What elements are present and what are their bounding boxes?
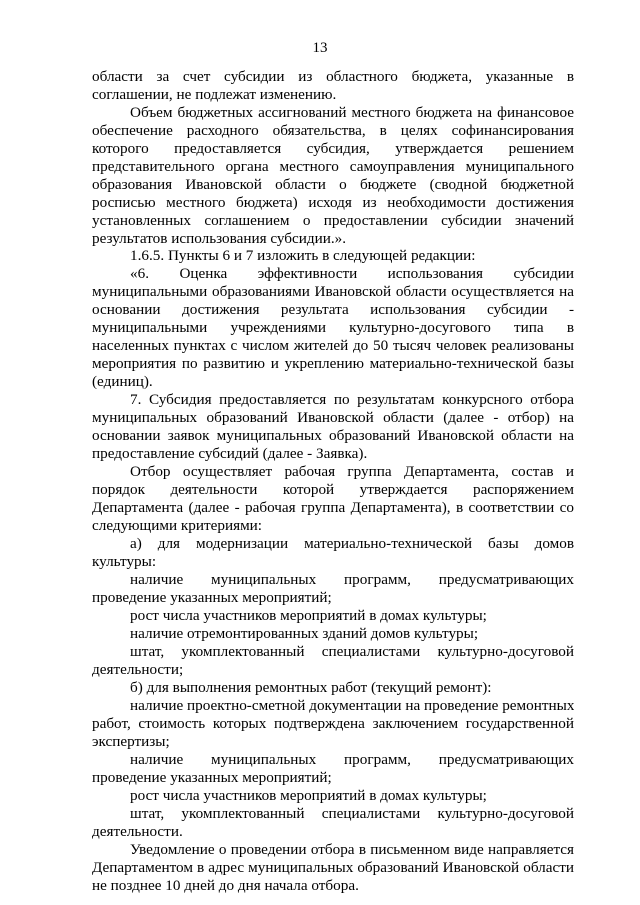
text-line: проведение указанных мероприятий; [92, 769, 332, 786]
page-number: 13 [312, 40, 328, 56]
text-line: 7. Субсидия предоставляется по результатам конкурсного отбора [130, 391, 574, 408]
text-line: работ, стоимость которых подтверждена заключением государственной [92, 715, 574, 732]
text-line: наличие отремонтированных зданий домов культуры; [130, 625, 479, 642]
text-line: Объем бюджетных ассигнований местного бюджета на финансовое [130, 104, 574, 121]
text-line: которого предоставляется субсидия, утверждается решением [92, 140, 574, 157]
text-line: «6. Оценка эффективности использования субсидии [130, 265, 574, 282]
text-line: результатов использования субсидии.». [92, 230, 347, 247]
text-line: основании заявок муниципальных образований Ивановской области на [92, 427, 574, 444]
text-line: муниципальными образованиями Ивановской области осуществляется на [92, 283, 574, 300]
text-line: муниципальными учреждениями культурно-досугового типа в [92, 319, 574, 336]
text-line: наличие проектно-сметной документации на проведение ремонтных [130, 697, 574, 714]
text-line: Уведомление о проведении отбора в письменном виде направляется [130, 841, 574, 858]
text-line: 1.6.5. Пункты 6 и 7 изложить в следующей редакции: [130, 247, 476, 264]
text-line: основании достижения результата использования субсидии - [92, 301, 574, 318]
text-line: порядок деятельности которой утверждается распоряжением [92, 481, 574, 498]
text-line: представительного органа местного самоуправления муниципального [92, 158, 574, 175]
text-line: рост числа участников мероприятий в домах культуры; [130, 787, 487, 804]
text-line: обеспечение расходного обязательства, в целях софинансирования [92, 122, 574, 139]
text-line: Отбор осуществляет рабочая группа Департамента, состав и [130, 463, 574, 480]
text-line: не позднее 10 дней до дня начала отбора. [92, 877, 359, 894]
text-line: области за счет субсидии из областного бюджета, указанные в [92, 68, 574, 85]
text-line: следующими критериями: [92, 517, 263, 534]
text-line: культуры: [92, 553, 157, 570]
text-line: деятельности; [92, 661, 184, 678]
text-line: установленных соглашением о предоставлении субсидии значений [92, 212, 574, 229]
text-line: предоставление субсидий (далее - Заявка). [92, 445, 368, 462]
text-line: б) для выполнения ремонтных работ (текущий ремонт): [130, 679, 492, 696]
text-line: проведение указанных мероприятий; [92, 589, 332, 606]
text-line: деятельности. [92, 823, 183, 840]
text-line: наличие муниципальных программ, предусматривающих [130, 571, 574, 588]
text-line: росписью местного бюджета) исходя из необходимости достижения [92, 194, 574, 211]
text-line: соглашении, не подлежат изменению. [92, 86, 337, 103]
text-line: экспертизы; [92, 733, 170, 750]
text-line: а) для модернизации материально-технической базы домов [130, 535, 574, 552]
text-line: штат, укомплектованный специалистами культурно-досуговой [130, 805, 574, 822]
text-line: Департаментом в адрес муниципальных образований Ивановской области [92, 859, 574, 876]
text-line: (единиц). [92, 373, 153, 390]
text-line: образования Ивановской области о бюджете (сводной бюджетной [92, 176, 574, 193]
text-line: Департамента (далее - рабочая группа Департамента), в соответствии со [92, 499, 574, 516]
text-line: мероприятия по развитию и укреплению материально-технической базы [92, 355, 574, 372]
text-line: рост числа участников мероприятий в домах культуры; [130, 607, 487, 624]
text-line: наличие муниципальных программ, предусматривающих [130, 751, 574, 768]
text-line: населенных пунктах с числом жителей до 50 тысяч человек реализованы [92, 337, 574, 354]
text-line: штат, укомплектованный специалистами культурно-досуговой [130, 643, 574, 660]
text-line: муниципальных образований Ивановской области (далее - отбор) на [92, 409, 574, 426]
